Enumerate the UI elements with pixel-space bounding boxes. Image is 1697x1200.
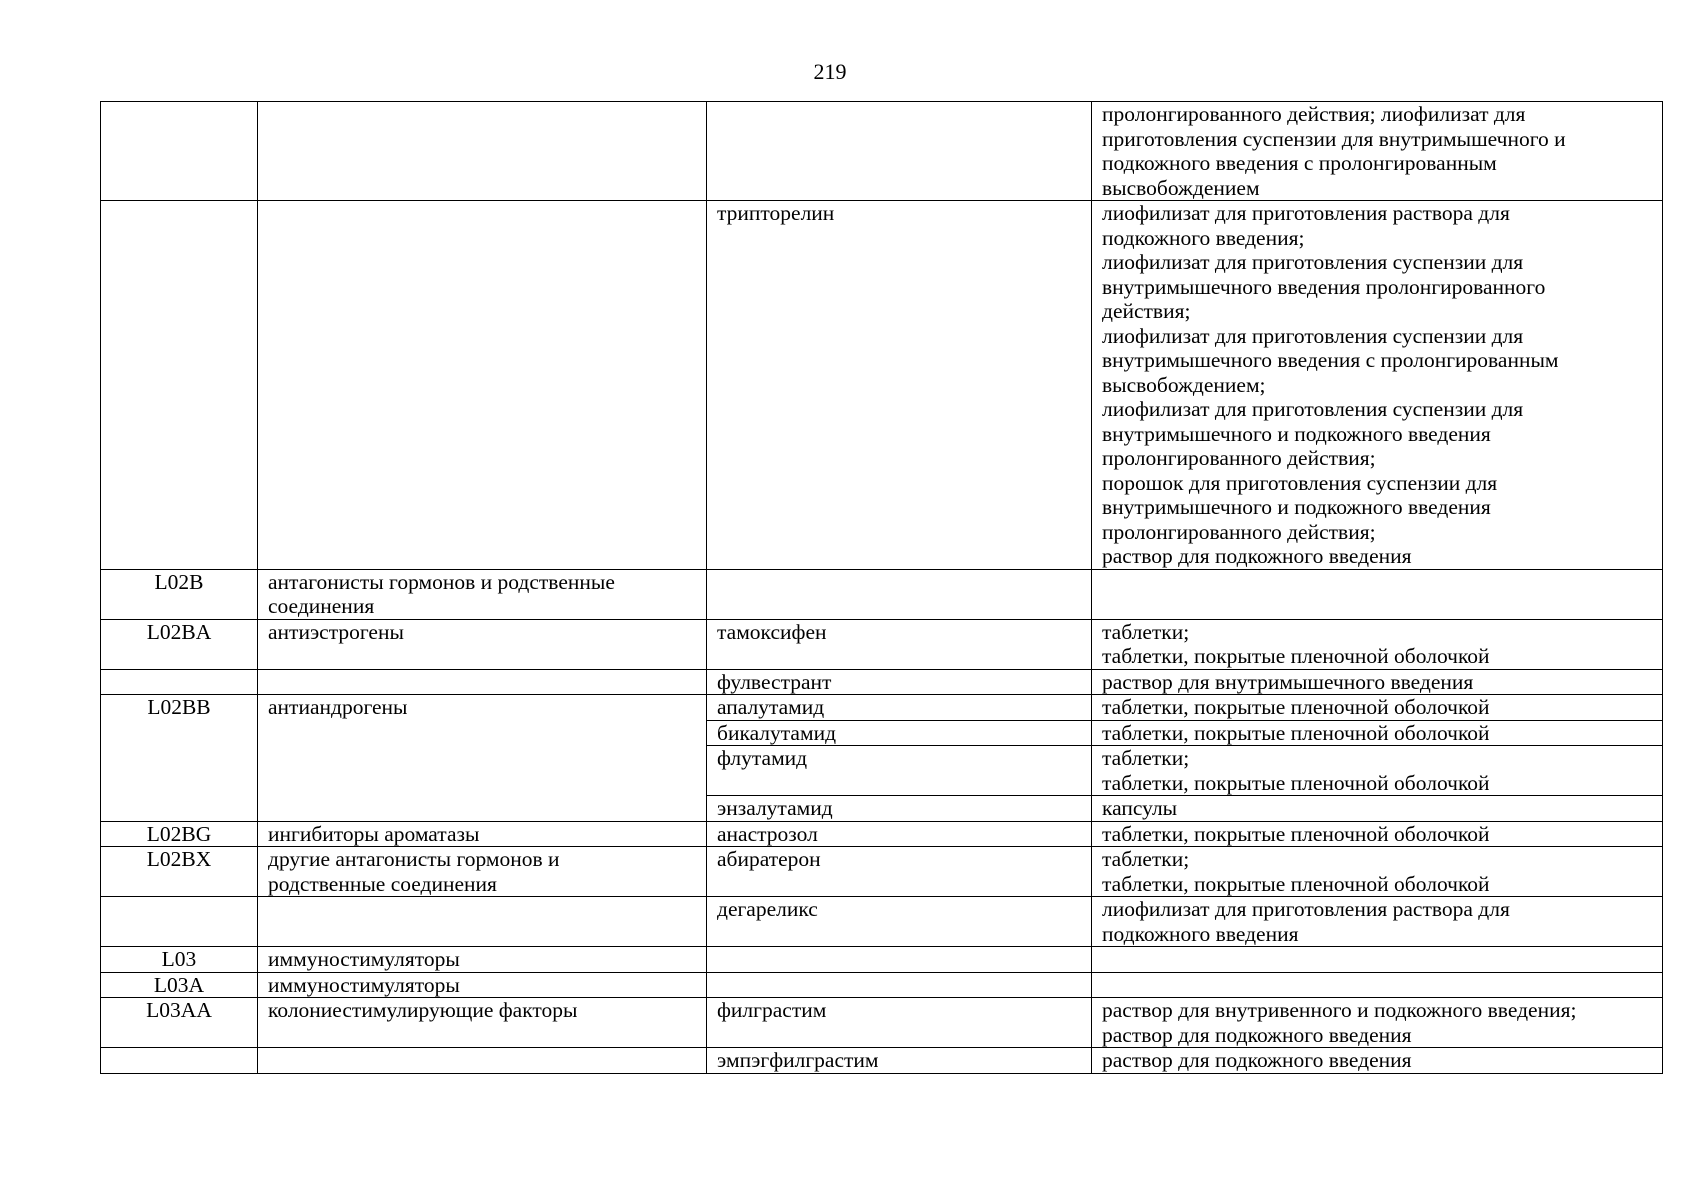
page-number: 219: [813, 59, 847, 84]
group-name-cell: [258, 201, 707, 570]
table-row: [101, 972, 1663, 998]
atc-code-cell: [101, 102, 258, 201]
drug-name-cell: [707, 1048, 1092, 1074]
text-line: внутримышечного и подкожного введения: [1102, 495, 1491, 519]
table-row: [101, 102, 1663, 201]
text-line: иммуностимуляторы: [268, 947, 460, 971]
table-row: [101, 695, 1663, 721]
group-name-cell: [258, 821, 707, 847]
text-line: таблетки, покрытые пленочной оболочкой: [1102, 871, 1490, 896]
text-line: раствор для подкожного введения: [1102, 544, 1412, 568]
dosage-forms-cell: [1092, 821, 1663, 847]
text-line: антиандрогены: [268, 695, 408, 719]
atc-code: L02BG: [146, 821, 212, 846]
text-line: антиэстрогены: [268, 619, 404, 644]
atc-code-cell: [101, 201, 258, 570]
drug-name-cell: [707, 947, 1092, 973]
text-line: таблетки;: [1102, 746, 1190, 770]
dosage-forms-cell: [1092, 847, 1663, 897]
table-row: [101, 998, 1663, 1048]
group-name-cell: [258, 695, 707, 822]
drug-name-cell: [707, 972, 1092, 998]
atc-code-cell: [101, 669, 258, 695]
atc-code: L03: [161, 947, 197, 971]
text-line: эмпэгфилграстим: [717, 1048, 879, 1072]
text-line: капсулы: [1102, 796, 1178, 820]
atc-code-cell: [101, 619, 258, 669]
dosage-forms-cell: [1092, 746, 1663, 796]
text-line: подкожного введения;: [1102, 225, 1305, 250]
dosage-forms-cell: [1092, 972, 1663, 998]
text-line: таблетки;: [1102, 847, 1190, 871]
drug-name-cell: [707, 746, 1092, 796]
text-line: пролонгированного действия;: [1102, 446, 1376, 470]
text-line: подкожного введения: [1102, 921, 1299, 946]
text-line: ингибиторы ароматазы: [268, 821, 480, 846]
drug-name-cell: [707, 695, 1092, 721]
atc-code: L02B: [154, 569, 204, 594]
atc-code-cell: [101, 569, 258, 619]
group-name-cell: [258, 998, 707, 1048]
text-line: раствор для внутривенного и подкожного введения;: [1102, 998, 1577, 1022]
table-row: [101, 669, 1663, 695]
group-name-cell: [258, 897, 707, 947]
group-name-cell: [258, 947, 707, 973]
group-name-cell: [258, 669, 707, 695]
text-line: порошок для приготовления суспензии для: [1102, 470, 1498, 495]
text-line: лиофилизат для приготовления суспензии для: [1102, 397, 1524, 421]
text-line: таблетки;: [1102, 619, 1190, 644]
dosage-forms-cell: [1092, 998, 1663, 1048]
text-line: лиофилизат для приготовления суспензии для: [1102, 323, 1524, 348]
text-line: пролонгированного действия; лиофилизат для: [1102, 102, 1526, 126]
text-line: соединения: [268, 594, 375, 618]
atc-code-cell: [101, 1048, 258, 1074]
text-line: иммуностимуляторы: [268, 972, 460, 997]
atc-code-cell: [101, 947, 258, 973]
text-line: подкожного введения с пролонгированным: [1102, 151, 1497, 175]
dosage-forms-cell: [1092, 796, 1663, 822]
group-name-cell: [258, 619, 707, 669]
text-line: дегареликс: [717, 897, 818, 921]
text-line: лиофилизат для приготовления суспензии для: [1102, 250, 1524, 274]
text-line: тамоксифен: [717, 619, 827, 644]
text-line: внутримышечного и подкожного введения: [1102, 421, 1491, 446]
dosage-forms-cell: [1092, 669, 1663, 695]
table-row: [101, 619, 1663, 669]
text-line: таблетки, покрытые пленочной оболочкой: [1102, 720, 1490, 745]
atc-code-cell: [101, 897, 258, 947]
group-name-cell: [258, 102, 707, 201]
text-line: фулвестрант: [717, 669, 832, 694]
atc-code: L03AA: [146, 998, 212, 1022]
text-line: антагонисты гормонов и родственные: [268, 569, 615, 594]
drug-name-cell: [707, 569, 1092, 619]
dosage-forms-cell: [1092, 695, 1663, 721]
text-line: бикалутамид: [717, 720, 837, 745]
dosage-forms-cell: [1092, 569, 1663, 619]
atc-code-cell: [101, 972, 258, 998]
table-row: [101, 201, 1663, 570]
drug-name-cell: [707, 619, 1092, 669]
group-name-cell: [258, 847, 707, 897]
text-line: раствор для внутримышечного введения: [1102, 669, 1474, 694]
atc-code: L02BB: [147, 695, 211, 719]
drug-name-cell: [707, 669, 1092, 695]
drug-name-cell: [707, 720, 1092, 746]
text-line: флутамид: [717, 746, 808, 770]
text-line: трипторелин: [717, 201, 835, 225]
dosage-forms-cell: [1092, 201, 1663, 570]
table-row: [101, 569, 1663, 619]
atc-code: L02BA: [146, 619, 212, 644]
dosage-forms-cell: [1092, 102, 1663, 201]
text-line: анастрозол: [717, 821, 818, 846]
dosage-forms-cell: [1092, 619, 1663, 669]
table-row: [101, 1048, 1663, 1074]
atc-code-cell: [101, 847, 258, 897]
atc-drug-table: [100, 101, 1663, 1074]
text-line: раствор для подкожного введения: [1102, 1048, 1412, 1072]
text-line: таблетки, покрытые пленочной оболочкой: [1102, 821, 1490, 846]
text-line: апалутамид: [717, 695, 825, 719]
drug-name-cell: [707, 796, 1092, 822]
drug-name-cell: [707, 847, 1092, 897]
text-line: лиофилизат для приготовления раствора для: [1102, 897, 1510, 921]
drug-name-cell: [707, 102, 1092, 201]
text-line: другие антагонисты гормонов и: [268, 847, 560, 871]
drug-name-cell: [707, 821, 1092, 847]
text-line: таблетки, покрытые пленочной оболочкой: [1102, 770, 1490, 795]
text-line: таблетки, покрытые пленочной оболочкой: [1102, 695, 1490, 719]
drug-name-cell: [707, 201, 1092, 570]
text-line: пролонгированного действия;: [1102, 519, 1376, 544]
table-row: [101, 821, 1663, 847]
text-line: лиофилизат для приготовления раствора для: [1102, 201, 1510, 225]
atc-code-cell: [101, 695, 258, 822]
atc-code-cell: [101, 998, 258, 1048]
atc-code: L02BX: [146, 847, 212, 871]
group-name-cell: [258, 1048, 707, 1074]
text-line: колониестимулирующие факторы: [268, 998, 578, 1022]
text-line: энзалутамид: [717, 796, 833, 820]
text-line: внутримышечного введения пролонгированного: [1102, 274, 1546, 299]
drug-name-cell: [707, 998, 1092, 1048]
dosage-forms-cell: [1092, 1048, 1663, 1074]
text-line: внутримышечного введения с пролонгированным: [1102, 348, 1559, 372]
group-name-cell: [258, 569, 707, 619]
text-line: раствор для подкожного введения: [1102, 1022, 1412, 1047]
text-line: приготовления суспензии для внутримышечного и: [1102, 126, 1566, 151]
text-line: высвобождением;: [1102, 372, 1266, 397]
atc-code: L03A: [153, 972, 205, 997]
text-line: филграстим: [717, 998, 827, 1022]
table-row: [101, 897, 1663, 947]
text-line: действия;: [1102, 299, 1191, 323]
text-line: абиратерон: [717, 847, 821, 871]
table-row: [101, 947, 1663, 973]
atc-code-cell: [101, 821, 258, 847]
group-name-cell: [258, 972, 707, 998]
dosage-forms-cell: [1092, 720, 1663, 746]
text-line: высвобождением: [1102, 175, 1260, 200]
dosage-forms-cell: [1092, 897, 1663, 947]
text-line: родственные соединения: [268, 871, 497, 896]
dosage-forms-cell: [1092, 947, 1663, 973]
text-line: таблетки, покрытые пленочной оболочкой: [1102, 644, 1490, 668]
table-row: [101, 847, 1663, 897]
drug-name-cell: [707, 897, 1092, 947]
